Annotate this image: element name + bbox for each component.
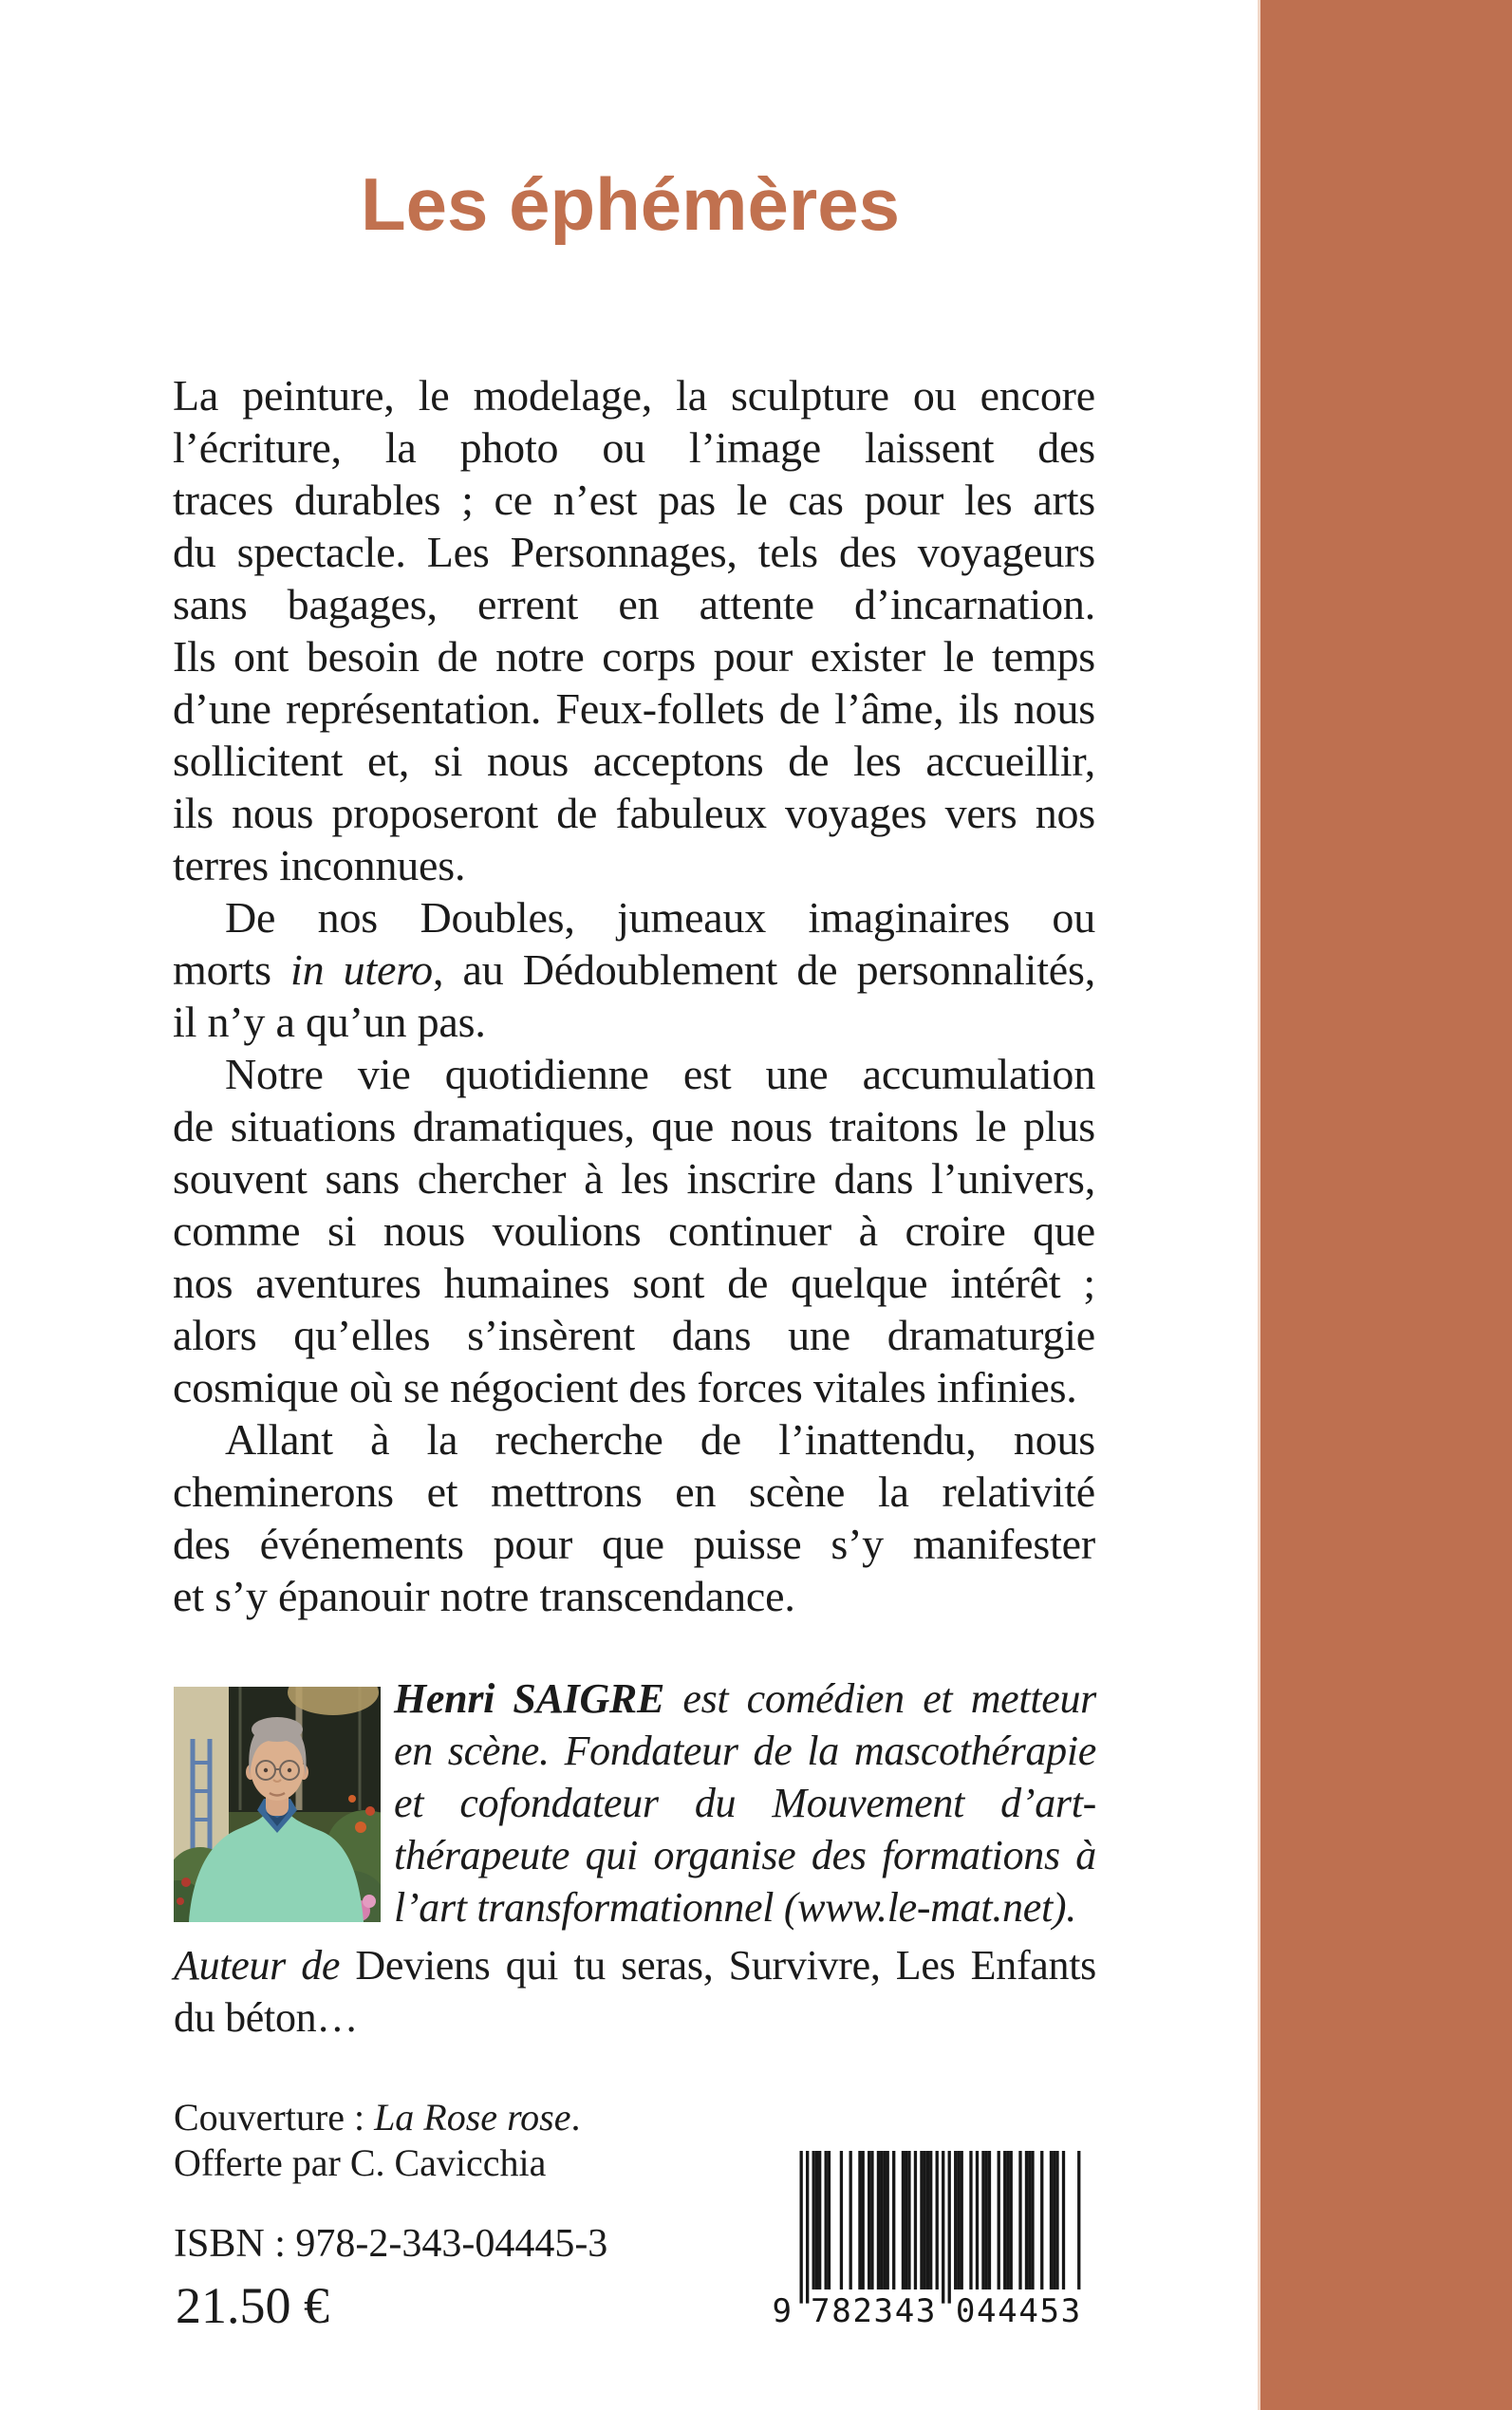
author-bio-line: Henri SAIGRE est comédien et metteur [394,1675,1096,1722]
synopsis-line: il n’y a qu’un pas. [173,998,486,1046]
synopsis-line: sollicitent et, si nous acceptons de les accueillir, [173,737,1095,785]
cover-credit-line: Offerte par C. Cavicchia [174,2141,547,2184]
author-bio-line: et cofondateur du Mouvement d’art- [394,1780,1096,1826]
book-title: Les éphémères [361,162,900,246]
synopsis-line: terres inconnues. [173,841,466,889]
synopsis-line: de situations dramatiques, que nous traitons le plus [173,1102,1095,1150]
author-bio-line: thérapeute qui organise des formations à [394,1832,1096,1878]
synopsis-line: alors qu’elles s’insèrent dans une dramaturgie [173,1311,1095,1359]
synopsis-line: morts in utero, au Dédoublement de personnalités, [173,945,1095,994]
price-text: 21.50 € [176,2277,329,2334]
synopsis-line: sans bagages, errent en attente d’incarnation. [173,580,1095,628]
synopsis-line: La peinture, le modelage, la sculpture ou encore [173,371,1095,420]
synopsis-line: traces durables ; ce n’est pas le cas pour les arts [173,476,1095,524]
synopsis-line: cosmique où se négocient des forces vitales infinies. [173,1363,1077,1411]
synopsis-line: cheminerons et mettrons en scène la relativité [173,1467,1095,1516]
author-bio-side [394,1672,1096,1934]
barcode [769,2151,1093,2326]
synopsis-line: De nos Doubles, jumeaux imaginaires ou [225,893,1095,942]
author-section [174,1675,1096,2044]
author-portrait-illustration [174,1687,381,1922]
cover-credit [174,2095,580,2186]
barcode-digits-group2: 044453 [955,2292,1082,2326]
author-bio-line: l’art transformationnel (www.le-mat.net). [394,1884,1076,1931]
synopsis-line: du spectacle. Les Personnages, tels des voyageurs [173,528,1095,576]
author-photo [174,1687,381,1922]
barcode-digit-left: 9 [772,2292,793,2326]
synopsis [173,369,1095,1622]
synopsis-line: l’écriture, la photo ou l’image laissent des [173,423,1095,472]
synopsis-line: Notre vie quotidienne est une accumulation [225,1050,1095,1098]
synopsis-line: Allant à la recherche de l’inattendu, nous [225,1415,1095,1464]
synopsis-line: nos aventures humaines sont de quelque intérêt ; [173,1259,1095,1307]
synopsis-line: et s’y épanouir notre transcendance. [173,1572,795,1620]
isbn-text: ISBN : 978-2-343-04445-3 [174,2222,608,2266]
author-bio-line: Auteur de Deviens qui tu seras, Survivre, Les Enfants [174,1942,1096,1989]
author-row [174,1675,1096,1934]
cover-credit-line: Couverture : La Rose rose. [174,2096,581,2139]
accent-stripe [1260,0,1512,2410]
barcode-digits-group1: 782343 [811,2292,938,2326]
synopsis-line: des événements pour que puisse s’y manifester [173,1520,1095,1568]
synopsis-line: comme si nous voulions continuer à croire que [173,1206,1095,1255]
author-bio-line: en scène. Fondateur de la mascothérapie [394,1728,1096,1774]
synopsis-line: Ils ont besoin de notre corps pour exister le temps [173,632,1095,681]
synopsis-line: souvent sans chercher à les inscrire dans l’univers, [173,1154,1095,1203]
author-bio-full [174,1939,1096,2044]
synopsis-line: ils nous proposeront de fabuleux voyages vers nos [173,789,1095,837]
synopsis-line: d’une représentation. Feux-follets de l’âme, ils nous [173,684,1095,733]
author-bio-line: du béton… [174,1994,359,2041]
